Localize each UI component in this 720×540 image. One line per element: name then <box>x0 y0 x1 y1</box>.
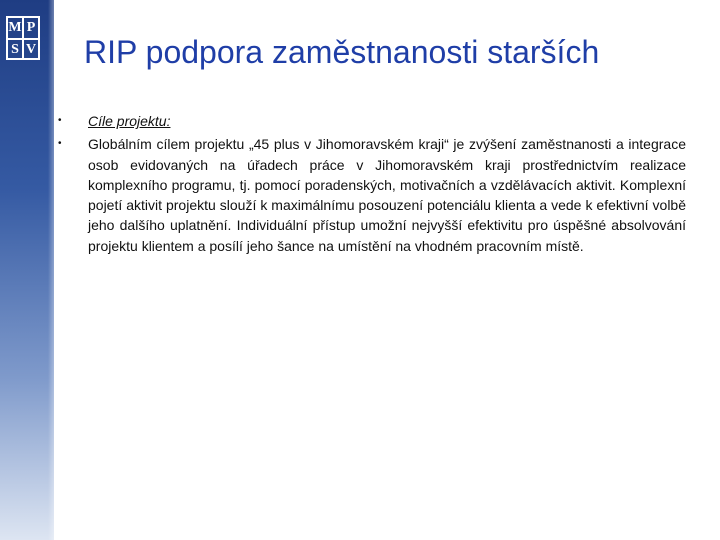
logo-letter-s: S <box>11 42 19 57</box>
slide-title: RIP podpora zaměstnanosti starších <box>84 34 600 70</box>
bullet-icon: • <box>58 115 62 126</box>
bullet-list <box>58 111 686 256</box>
sidebar-gradient <box>0 0 54 540</box>
project-description: Globálním cílem projektu „45 plus v Jihomoravském kraji“ je zvýšení zaměstnanosti a integrace osob evidovaných na úřadech práce v Jihomoravském kraji prostřednictvím realizace komplexního programu, tj. pomocí poradenských, motivačních a vzdělávacích aktivit. Komplexní pojetí aktivit projektu slouží k maximálnímu posouzení potenciálu klienta a vede k efektivní volbě jeho dalšího uplatnění. Individuální přístup umožní nejvyšší efektivitu pro úspěšné absolvování projektu klientem a posílí jeho šance na umístění na vhodném pracovním místě. <box>88 136 686 254</box>
bullet-item-description <box>58 134 686 256</box>
logo-letter-v: V <box>22 40 38 60</box>
bullet-item-heading <box>58 111 686 131</box>
section-heading: Cíle projektu: <box>88 113 171 129</box>
bullet-icon: • <box>58 138 62 150</box>
mpsv-logo <box>6 16 40 60</box>
logo-letter-p: P <box>22 18 38 38</box>
logo-letter-m: M <box>8 20 22 35</box>
